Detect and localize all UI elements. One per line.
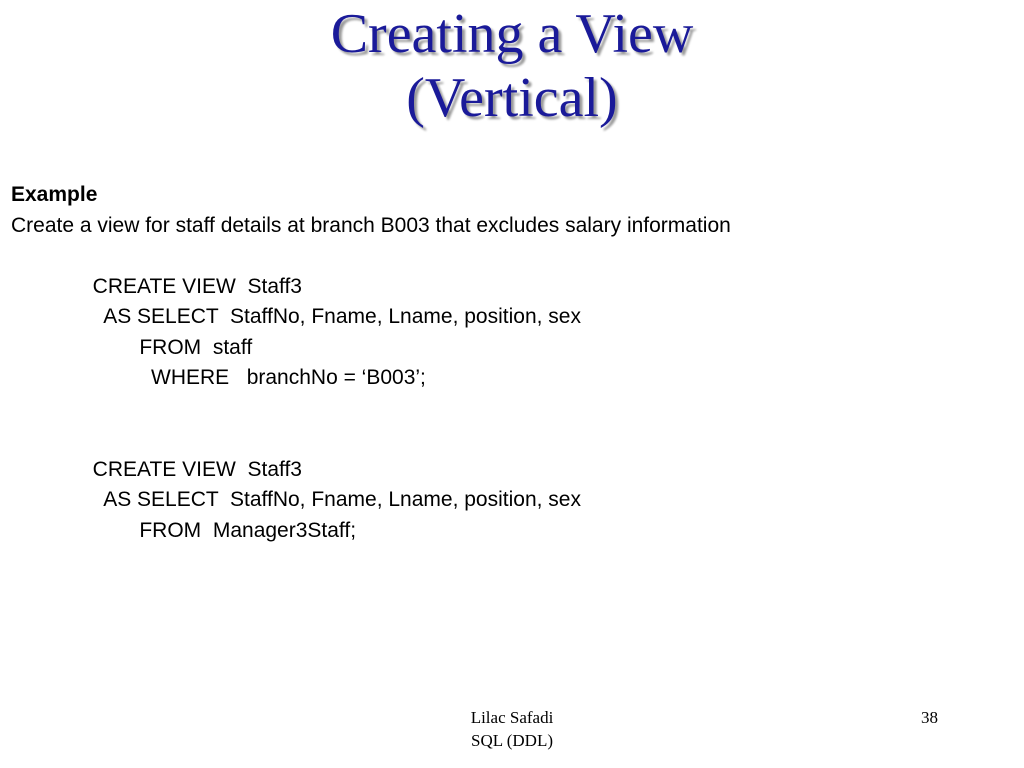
footer-course: SQL (DDL) bbox=[471, 731, 553, 750]
code-line: CREATE VIEW Staff3 bbox=[11, 274, 302, 298]
slide-title-line-1: Creating a View bbox=[330, 3, 694, 65]
code-line: AS SELECT StaffNo, Fname, Lname, position, sex bbox=[11, 488, 581, 511]
slide-footer bbox=[412, 706, 612, 752]
code-line: WHERE branchNo = ‘B003’; bbox=[11, 366, 426, 389]
example-description: Create a view for staff details at branch B003 that excludes salary information bbox=[11, 213, 731, 237]
code-block-2 bbox=[11, 455, 1011, 547]
slide-title-line-2: (Vertical) bbox=[406, 67, 618, 129]
spacer bbox=[11, 394, 1011, 455]
slide-title bbox=[0, 2, 1024, 130]
spacer bbox=[11, 241, 1011, 272]
footer-author: Lilac Safadi bbox=[470, 708, 554, 727]
code-line: FROM Manager3Staff; bbox=[11, 518, 357, 542]
page-number: 38 bbox=[921, 708, 938, 727]
code-block-1 bbox=[11, 272, 1011, 394]
code-line: CREATE VIEW Staff3 bbox=[11, 457, 302, 481]
slide-content bbox=[11, 180, 1011, 546]
code-line: FROM staff bbox=[11, 335, 253, 359]
code-line: AS SELECT StaffNo, Fname, Lname, position, sex bbox=[11, 305, 581, 328]
example-heading: Example bbox=[11, 183, 98, 206]
